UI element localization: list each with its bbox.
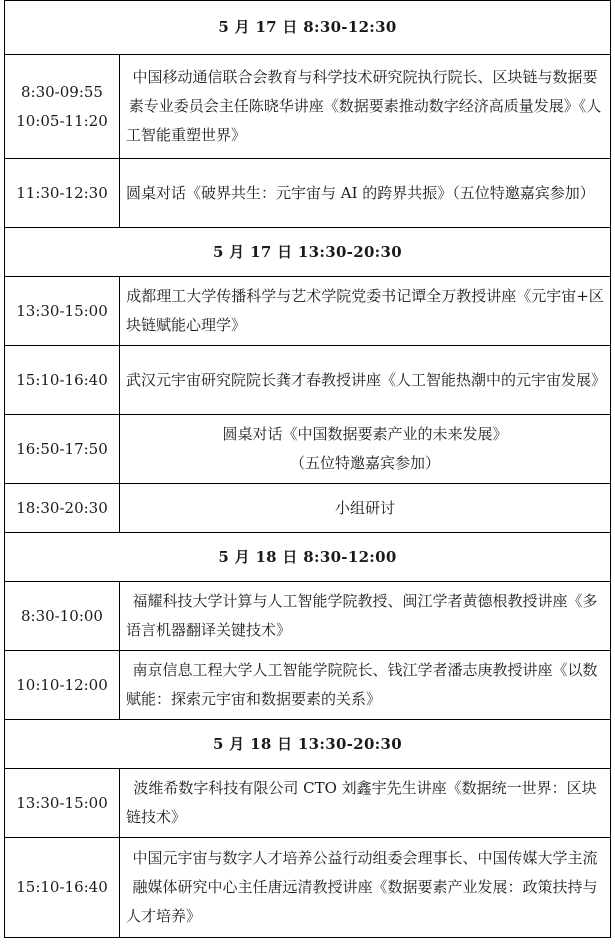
time-range: 11:30-12:30 <box>16 183 108 202</box>
section-header-row <box>5 720 611 769</box>
section-header-row <box>5 1 611 55</box>
time-range: 16:50-17:50 <box>16 439 108 458</box>
time-range: 13:30-15:00 <box>16 793 108 812</box>
time-range: 18:30-20:30 <box>16 498 108 517</box>
session-description: 中国元宇宙与数字人才培养公益行动组委会理事长、中国传媒大学主流融媒体研究中心主任唐远清教授讲座《数据要素产业发展：政策扶持与人才培养》 <box>120 838 611 938</box>
section-header: 5 月 17 日 13:30-20:30 <box>5 228 611 277</box>
session-description: 武汉元宇宙研究院院长龚才春教授讲座《人工智能热潮中的元宇宙发展》 <box>120 346 611 415</box>
time-cell <box>5 346 120 415</box>
schedule-row <box>5 582 611 651</box>
schedule-row <box>5 415 611 484</box>
time-range: 10:10-12:00 <box>16 675 108 694</box>
section-header: 5 月 18 日 13:30-20:30 <box>5 720 611 769</box>
section-header-row <box>5 228 611 277</box>
time-cell <box>5 838 120 938</box>
description-line: 圆桌对话《中国数据要素产业的未来发展》 <box>222 425 508 443</box>
session-description: 圆桌对话《破界共生：元宇宙与 AI 的跨界共振》（五位特邀嘉宾参加） <box>120 159 611 228</box>
schedule-row <box>5 277 611 346</box>
schedule-row <box>5 346 611 415</box>
time-cell <box>5 159 120 228</box>
schedule-row <box>5 55 611 159</box>
section-header: 5 月 17 日 8:30-12:30 <box>5 1 611 55</box>
schedule-table <box>4 0 611 938</box>
schedule-row <box>5 769 611 838</box>
session-description: 波维希数字科技有限公司 CTO 刘鑫宇先生讲座《数据统一世界：区块链技术》 <box>120 769 611 838</box>
section-header-row <box>5 533 611 582</box>
schedule-row <box>5 838 611 938</box>
time-range: 8:30-09:55 <box>21 82 103 101</box>
time-cell <box>5 651 120 720</box>
time-range: 15:10-16:40 <box>16 878 108 896</box>
session-description: 福耀科技大学计算与人工智能学院教授、闽江学者黄德根教授讲座《多语言机器翻译关键技术》 <box>120 582 611 651</box>
schedule-row <box>5 651 611 720</box>
time-cell <box>5 582 120 651</box>
session-description: 南京信息工程大学人工智能学院院长、钱江学者潘志庚教授讲座《以数赋能：探索元宇宙和数据要素的关系》 <box>120 651 611 720</box>
time-cell <box>5 55 120 159</box>
time-range: 13:30-15:00 <box>16 301 108 320</box>
session-description <box>120 415 611 484</box>
time-cell <box>5 769 120 838</box>
description-line: （五位特邀嘉宾参加） <box>289 454 440 472</box>
session-description: 小组研讨 <box>120 484 611 533</box>
time-cell <box>5 415 120 484</box>
schedule-row <box>5 484 611 533</box>
session-description: 成都理工大学传播科学与艺术学院党委书记谭全万教授讲座《元宇宙+区块链赋能心理学》 <box>120 277 611 346</box>
time-range: 8:30-10:00 <box>21 606 103 625</box>
schedule-row <box>5 159 611 228</box>
session-description: 中国移动通信联合会教育与科学技术研究院执行院长、区块链与数据要素专业委员会主任陈晓华讲座《数据要素推动数字经济高质量发展》《人工智能重塑世界》 <box>120 55 611 159</box>
time-range: 15:10-16:40 <box>16 370 108 389</box>
time-range: 10:05-11:20 <box>16 111 108 130</box>
time-cell <box>5 277 120 346</box>
time-cell <box>5 484 120 533</box>
section-header: 5 月 18 日 8:30-12:00 <box>5 533 611 582</box>
